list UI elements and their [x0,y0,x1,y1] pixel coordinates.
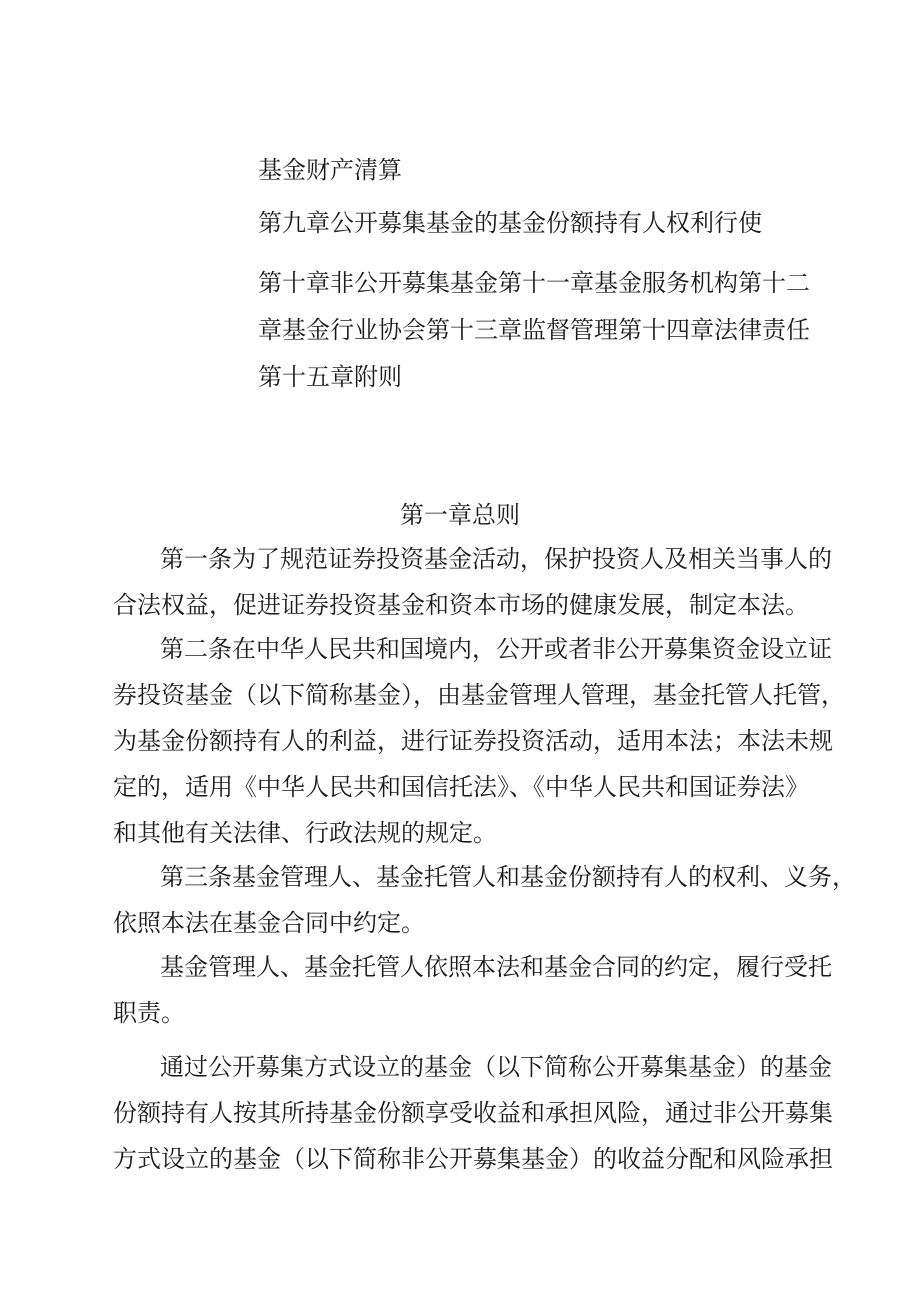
toc-line: 第十章非公开募集基金第十一章基金服务机构第十二 [258,269,810,297]
toc-line: 章基金行业协会第十三章监督管理第十四章法律责任 [258,316,810,344]
paragraph-line: 第一条为了规范证券投资基金活动，保护投资人及相关当事人的 [160,545,832,573]
paragraph-line: 合法权益，促进证券投资基金和资本市场的健康发展，制定本法。 [113,591,809,619]
paragraph-line: 基金管理人、基金托管人依照本法和基金合同的约定，履行受托 [160,953,832,981]
paragraph-line: 定的，适用《中华人民共和国信托法》、《中华人民共和国证券法》 [113,773,809,801]
paragraph-line: 第二条在中华人民共和国境内，公开或者非公开募集资金设立证 [160,635,832,663]
paragraph-line: 方式设立的基金（以下简称非公开募集基金）的收益分配和风险承担 [113,1145,833,1173]
paragraph-line: 份额持有人按其所持基金份额享受收益和承担风险，通过非公开募集 [113,1099,833,1127]
chapter-title: 第一章总则 [400,501,520,529]
toc-line: 第十五章附则 [258,363,402,391]
paragraph-line: 券投资基金（以下简称基金），由基金管理人管理，基金托管人托管， [113,681,845,709]
paragraph-line: 依照本法在基金合同中约定。 [113,909,425,937]
paragraph-line: 为基金份额持有人的利益，进行证券投资活动，适用本法；本法未规 [113,727,833,755]
toc-line: 第九章公开募集基金的基金份额持有人权利行使 [258,209,762,237]
paragraph-line: 第三条基金管理人、基金托管人和基金份额持有人的权利、义务， [160,863,856,891]
toc-line: 基金财产清算 [258,156,402,184]
paragraph-line: 和其他有关法律、行政法规的规定。 [113,819,497,847]
paragraph-line: 职责。 [113,999,185,1027]
paragraph-line: 通过公开募集方式设立的基金（以下简称公开募集基金）的基金 [160,1053,832,1081]
